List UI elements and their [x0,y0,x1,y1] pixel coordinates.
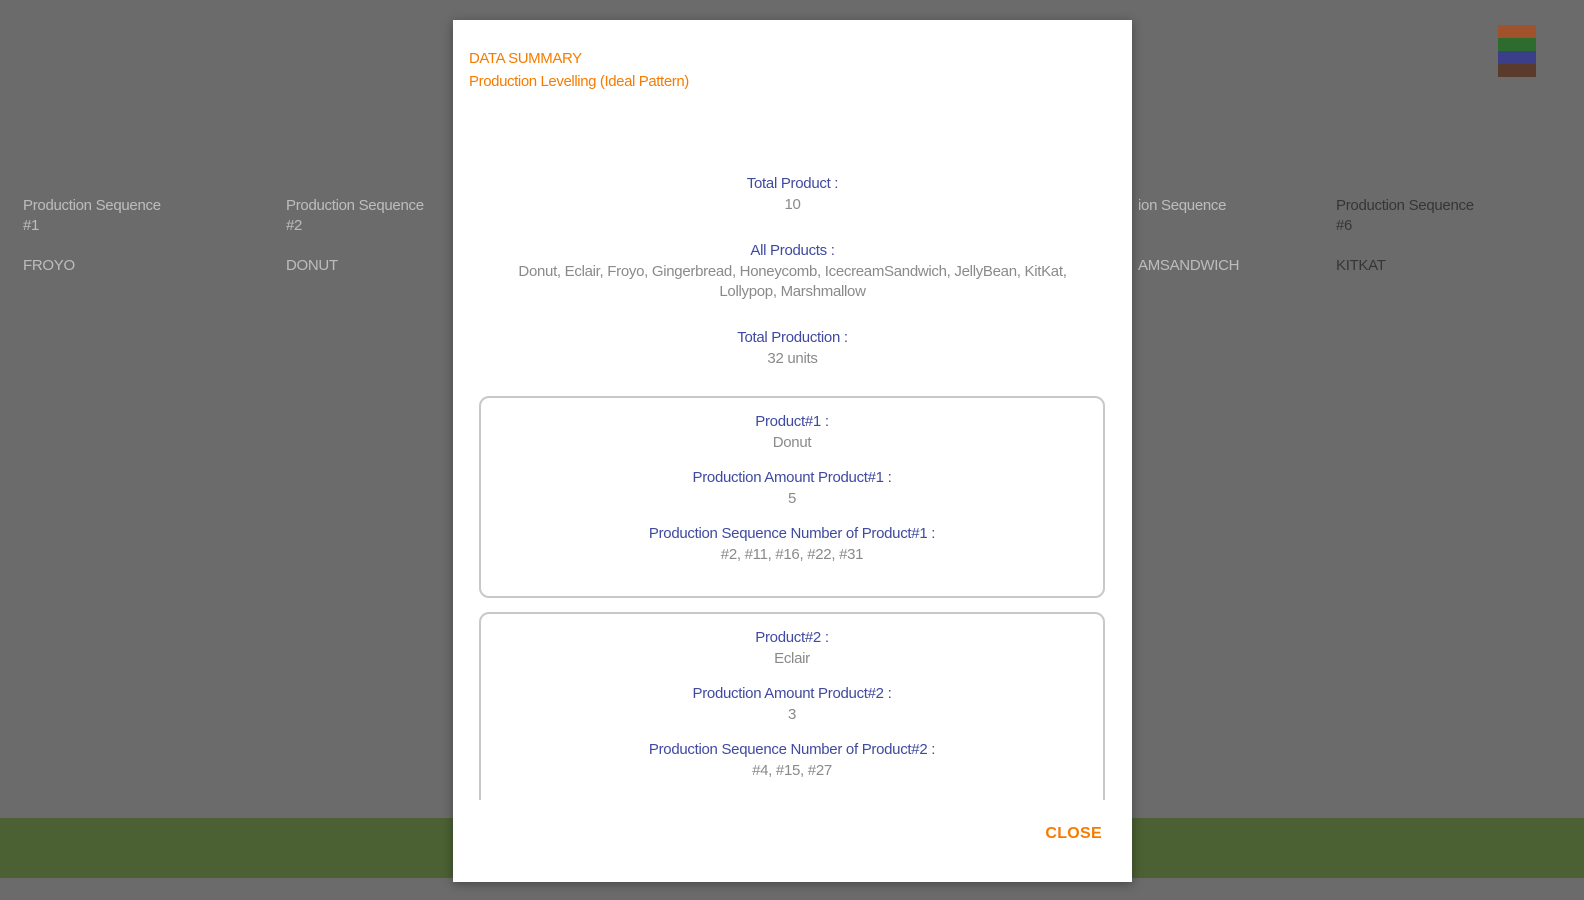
product-name-field [481,626,1103,669]
sequence-card-number: #2 [286,217,303,234]
dialog-header [469,47,689,93]
sequence-card-1[interactable] [15,174,265,310]
field-label: Total Production : [737,329,848,346]
menu-icon-bar [1498,25,1536,38]
sequence-card-number: #6 [1336,217,1353,234]
field-label: Production Amount Product#2 : [692,685,892,702]
production-amount-field [481,466,1103,509]
menu-icon[interactable] [1498,25,1536,77]
field-value: Donut [772,434,812,451]
total-production-field [453,326,1132,369]
sequence-card-product: AMSANDWICH [1138,257,1240,274]
product-card-2 [479,612,1105,800]
menu-icon-bar [1498,38,1536,51]
field-value: Eclair [774,650,810,667]
production-sequence-field [481,738,1103,781]
field-label: Product#1 : [755,413,829,430]
data-summary-dialog [453,20,1132,882]
sequence-card-product: DONUT [286,257,338,274]
dialog-title: DATA SUMMARY [469,50,582,67]
menu-icon-bar [1498,51,1536,64]
field-value: Donut, Eclair, Froyo, Gingerbread, Honeycomb, IcecreamSandwich, JellyBean, KitKat, Lollypop, Marshmallow [518,263,1067,300]
field-label: Total Product : [746,175,839,192]
field-label: Production Amount Product#1 : [692,469,892,486]
field-value: #4, #15, #27 [752,762,832,779]
sequence-card-product: KITKAT [1336,257,1386,274]
sequence-card-6[interactable] [1328,174,1576,310]
product-card-1 [479,396,1105,598]
field-value: 5 [787,490,797,507]
field-value: 32 units [767,350,818,367]
field-label: Production Sequence Number of Product#2 : [648,741,936,758]
field-value: 10 [784,196,801,213]
sequence-card-5[interactable] [1130,174,1313,310]
field-value: #2, #11, #16, #22, #31 [720,546,864,563]
field-label: Production Sequence Number of Product#1 : [648,525,936,542]
sequence-card-title: Production Sequence [286,197,424,214]
field-label: Product#2 : [755,629,829,646]
sequence-card-title: ion Sequence [1138,197,1227,214]
close-button[interactable]: CLOSE [1045,825,1102,842]
sequence-card-number [1138,216,1305,236]
dialog-scroll-content[interactable] [453,148,1132,800]
sequence-card-product: FROYO [23,257,75,274]
dialog-subtitle: Production Levelling (Ideal Pattern) [469,73,689,90]
production-amount-field [481,682,1103,725]
field-label: All Products : [750,242,835,259]
menu-icon-bar [1498,64,1536,77]
sequence-card-title: Production Sequence [23,197,161,214]
field-value: 3 [787,706,797,723]
total-product-field [453,172,1132,215]
sequence-card-number: #1 [23,217,40,234]
product-name-field [481,410,1103,453]
all-products-field [453,239,1132,302]
production-sequence-field [481,522,1103,565]
sequence-card-title: Production Sequence [1336,197,1474,214]
sequence-card-2[interactable] [278,174,458,310]
summary-section [453,172,1132,393]
